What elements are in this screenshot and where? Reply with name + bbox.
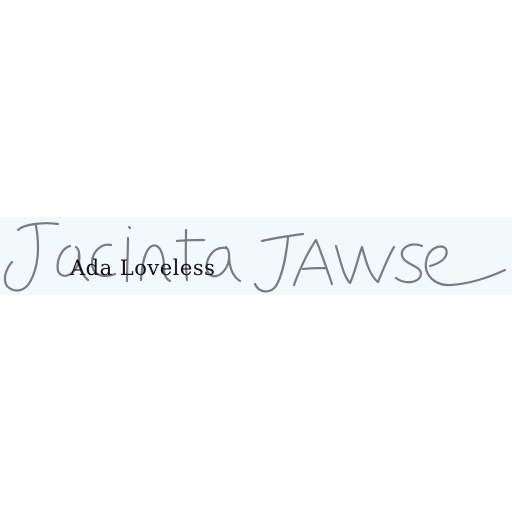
signature-stroke-s xyxy=(396,244,422,282)
typed-name-label: Ada Loveless xyxy=(70,256,216,280)
signature-stroke-a3 xyxy=(294,240,332,285)
signature-stroke-e xyxy=(426,247,505,286)
signature-stroke-w xyxy=(336,246,394,283)
signature-stroke-j1 xyxy=(5,223,58,290)
